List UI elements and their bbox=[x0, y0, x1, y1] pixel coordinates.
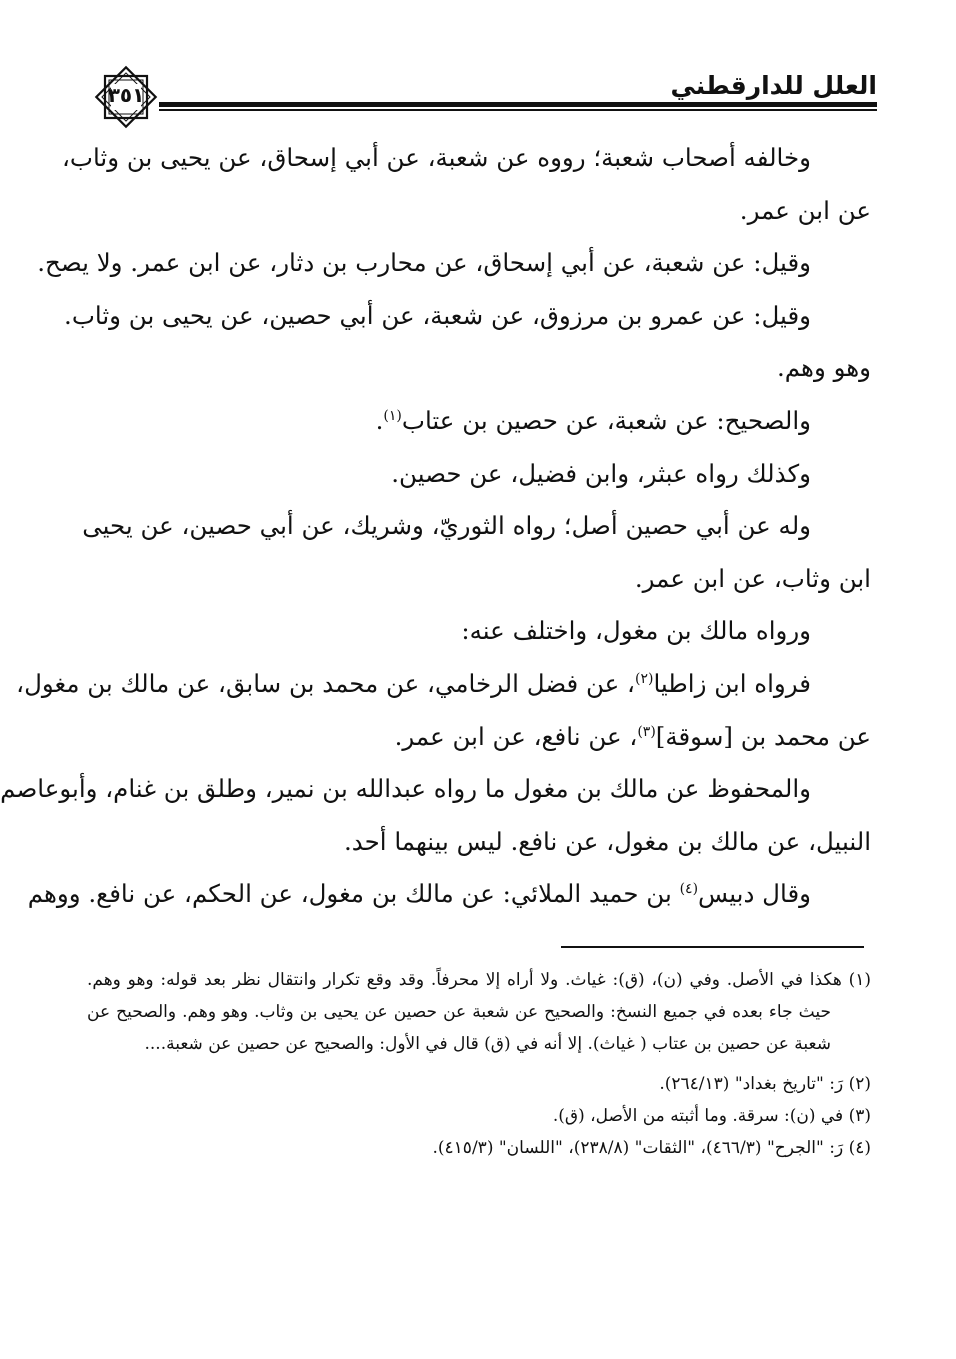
text-segment: عن محمد بن [سوقة] bbox=[655, 721, 871, 751]
text-segment: والصحيح: عن شعبة، عن حصين بن عتاب bbox=[401, 405, 811, 435]
footnote-marker: (٤) bbox=[679, 881, 699, 898]
footnote-line: حيث جاء بعده في جميع النسخ: والصحيح عن شعبة عن حصين عن يحيى بن وثاب. وهو وهم. والصحيح عن bbox=[87, 1002, 831, 1022]
text-line: وله عن أبي حصين أصل؛ رواه الثوريّ، وشريك، عن أبي حصين، عن يحيى bbox=[82, 511, 811, 541]
footnote-line: (٣) في (ن): سرقة. وما أثبته من الأصل، (ق). bbox=[552, 1106, 871, 1126]
footnote-line: شعبة عن حصين بن عتاب ( غياث). إلا أنه في (ق) قال في الأول: والصحيح عن حصين عن شعبة.... bbox=[144, 1034, 831, 1054]
header-rule-thin bbox=[159, 109, 877, 111]
text-segment: فرواه ابن زاطيا bbox=[653, 668, 811, 698]
footnote-marker: (١) bbox=[383, 407, 402, 424]
running-header bbox=[87, 62, 877, 132]
text-segment: . bbox=[375, 405, 384, 435]
text-line: وقيل: عن شعبة، عن أبي إسحاق، عن محارب بن دثار، عن ابن عمر. ولا يصح. bbox=[37, 248, 811, 278]
text-segment: بن حميد الملائي: عن مالك بن مغول، عن الحكم، عن نافع. ووهم bbox=[27, 879, 680, 909]
main-text bbox=[0, 132, 871, 921]
text-line: عن ابن عمر. bbox=[739, 195, 871, 225]
text-line bbox=[16, 658, 871, 711]
header-title: العلل للدارقطني bbox=[670, 71, 877, 100]
text-line: ابن وثاب، عن ابن عمر. bbox=[634, 563, 871, 593]
text-line: وقيل: عن عمرو بن مرزوق، عن شعبة، عن أبي حصين، عن يحيى بن وثاب. bbox=[64, 300, 811, 330]
text-line bbox=[87, 711, 871, 764]
footnote-separator bbox=[561, 946, 864, 948]
text-line: ورواه مالك بن مغول، واختلف عنه: bbox=[461, 616, 811, 646]
text-segment: وقال دبيس bbox=[698, 879, 811, 909]
footnotes bbox=[87, 964, 871, 1164]
text-segment: ، عن نافع، عن ابن عمر. bbox=[394, 721, 638, 751]
text-line bbox=[27, 868, 871, 921]
page-number: ٣٥١ bbox=[107, 83, 145, 107]
footnote-line: (١) هكذا في الأصل. وفي (ن)، (ق): غياث. ولا أراه إلا محرفاً. وقد وقع تكرار وانتقال نظر بعد قوله: وهو وهم. bbox=[87, 970, 871, 990]
text-line: والمحفوظ عن مالك بن مغول ما رواه عبدالله بن نمير، وطلق بن غنام، وأبوعاصم bbox=[0, 774, 811, 804]
text-segment: ، عن فضل الرخامي، عن محمد بن سابق، عن مالك بن مغول، bbox=[16, 668, 635, 698]
text-line: وهو وهم. bbox=[776, 353, 871, 383]
page-number-badge bbox=[87, 62, 165, 132]
text-line: وخالفه أصحاب شعبة؛ رووه عن شعبة، عن أبي إسحاق، عن يحيى بن وثاب، bbox=[61, 143, 811, 172]
text-line bbox=[87, 395, 871, 448]
footnote-marker: (٢) bbox=[634, 670, 654, 687]
footnote-marker: (٣) bbox=[637, 723, 656, 740]
header-rule bbox=[159, 102, 877, 112]
footnote-line: (٢) رَ: "تاريخ بغداد" (٢٦٤/١٣). bbox=[659, 1074, 871, 1094]
text-line: النبيل، عن مالك بن مغول، عن نافع. ليس بينهما أحد. bbox=[343, 826, 871, 856]
header-rule-thick bbox=[159, 102, 877, 107]
text-line: وكذلك رواه عبثر، وابن فضيل، عن حصين. bbox=[391, 458, 811, 488]
footnote-line: (٤) رَ: "الجرح" (٤٦٦/٣)، "الثقات" (٢٣٨/٨)، "اللسان" (٤١٥/٣). bbox=[432, 1138, 871, 1158]
